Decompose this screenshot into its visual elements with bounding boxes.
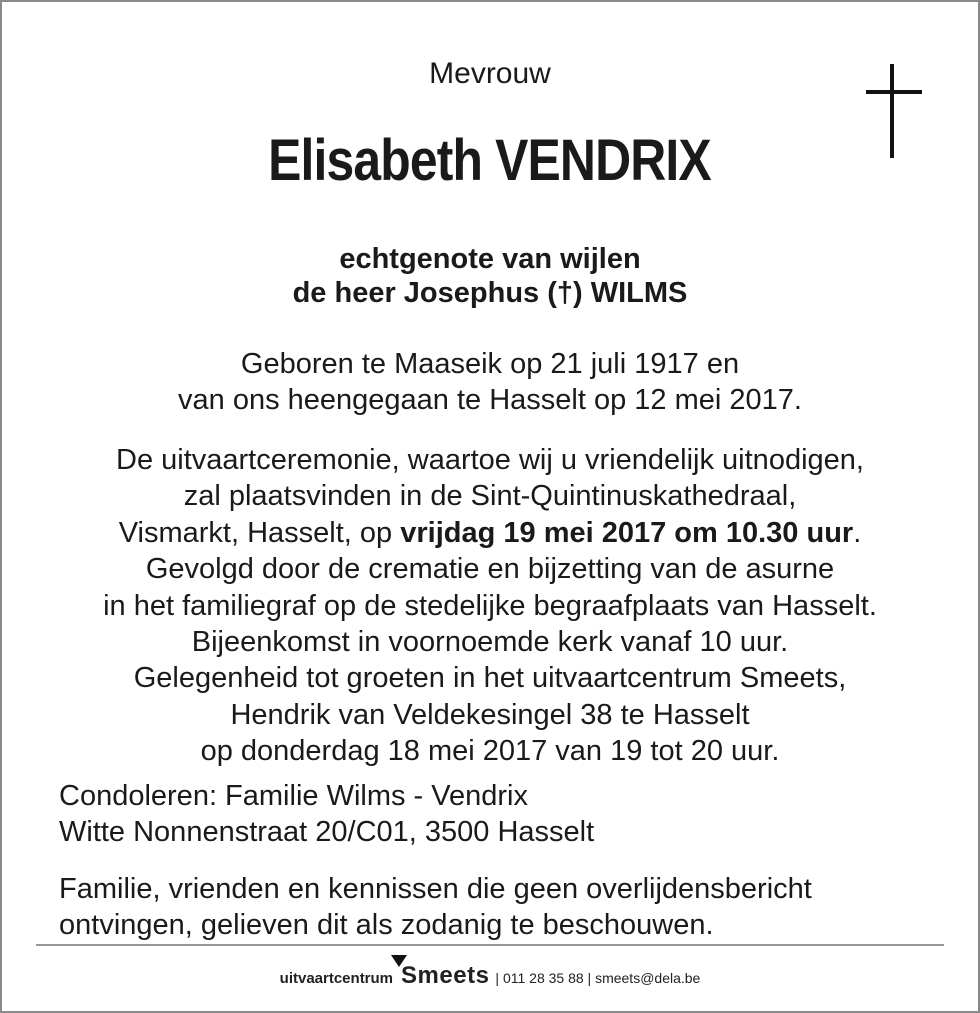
deceased-name: Elisabeth VENDRIX	[268, 128, 711, 193]
ceremony-line-8: Hendrik van Veldekesingel 38 te Hasselt	[230, 698, 750, 731]
ceremony-line-3-pre: Vismarkt, Hasselt, op	[118, 516, 401, 549]
footer	[0, 962, 980, 990]
birth-line-1: Geboren te Maaseik op 21 juli 1917 en	[240, 348, 740, 380]
footer-company: uitvaartcentrum	[279, 970, 394, 987]
ceremony-section	[0, 442, 980, 770]
ceremony-line-9: op donderdag 18 mei 2017 van 19 tot 20 uur.	[200, 735, 780, 768]
condolences-section	[59, 778, 939, 850]
ceremony-date-time: vrijdag 19 mei 2017 om 10.30 uur	[400, 516, 854, 549]
footer-brand-logo: Smeets	[401, 962, 490, 989]
ceremony-line-7: Gelegenheid tot groeten in het uitvaartcentrum Smeets,	[133, 662, 847, 695]
family-note-line-1: Familie, vrienden en kennissen die geen overlijdensbericht	[59, 873, 812, 905]
salutation: Mevrouw	[429, 57, 551, 90]
family-note-section	[59, 871, 939, 943]
birth-line-2: van ons heengegaan te Hasselt op 12 mei 2017.	[178, 384, 802, 416]
spouse-line-1: echtgenote van wijlen	[339, 243, 641, 275]
condolences-address: Witte Nonnenstraat 20/C01, 3500 Hasselt	[59, 816, 595, 848]
ceremony-line-2: zal plaatsvinden in de Sint-Quintinuskathedraal,	[183, 480, 797, 513]
footer-divider	[36, 944, 944, 946]
frame-border-top	[0, 0, 980, 2]
family-note-line-2: ontvingen, gelieven dit als zodanig te beschouwen.	[59, 909, 714, 941]
ceremony-line-1: De uitvaartceremonie, waartoe wij u vriendelijk uitnodigen,	[116, 444, 864, 476]
ceremony-line-3-post: .	[853, 516, 862, 549]
birth-death-section	[0, 346, 980, 418]
spouse-line-2: de heer Josephus (†) WILMS	[292, 277, 688, 309]
ceremony-line-5: in het familiegraf op de stedelijke begraafplaats van Hasselt.	[103, 589, 877, 622]
ceremony-line-4: Gevolgd door de crematie en bijzetting van de asurne	[145, 553, 835, 586]
ceremony-line-6: Bijeenkomst in voornoemde kerk vanaf 10 uur.	[191, 626, 789, 659]
footer-contact-info: | 011 28 35 88 | smeets@dela.be	[495, 970, 701, 986]
ceremony-line-3	[0, 515, 980, 551]
spouse-section	[0, 242, 980, 310]
condolences-line-1: Condoleren: Familie Wilms - Vendrix	[59, 780, 528, 812]
